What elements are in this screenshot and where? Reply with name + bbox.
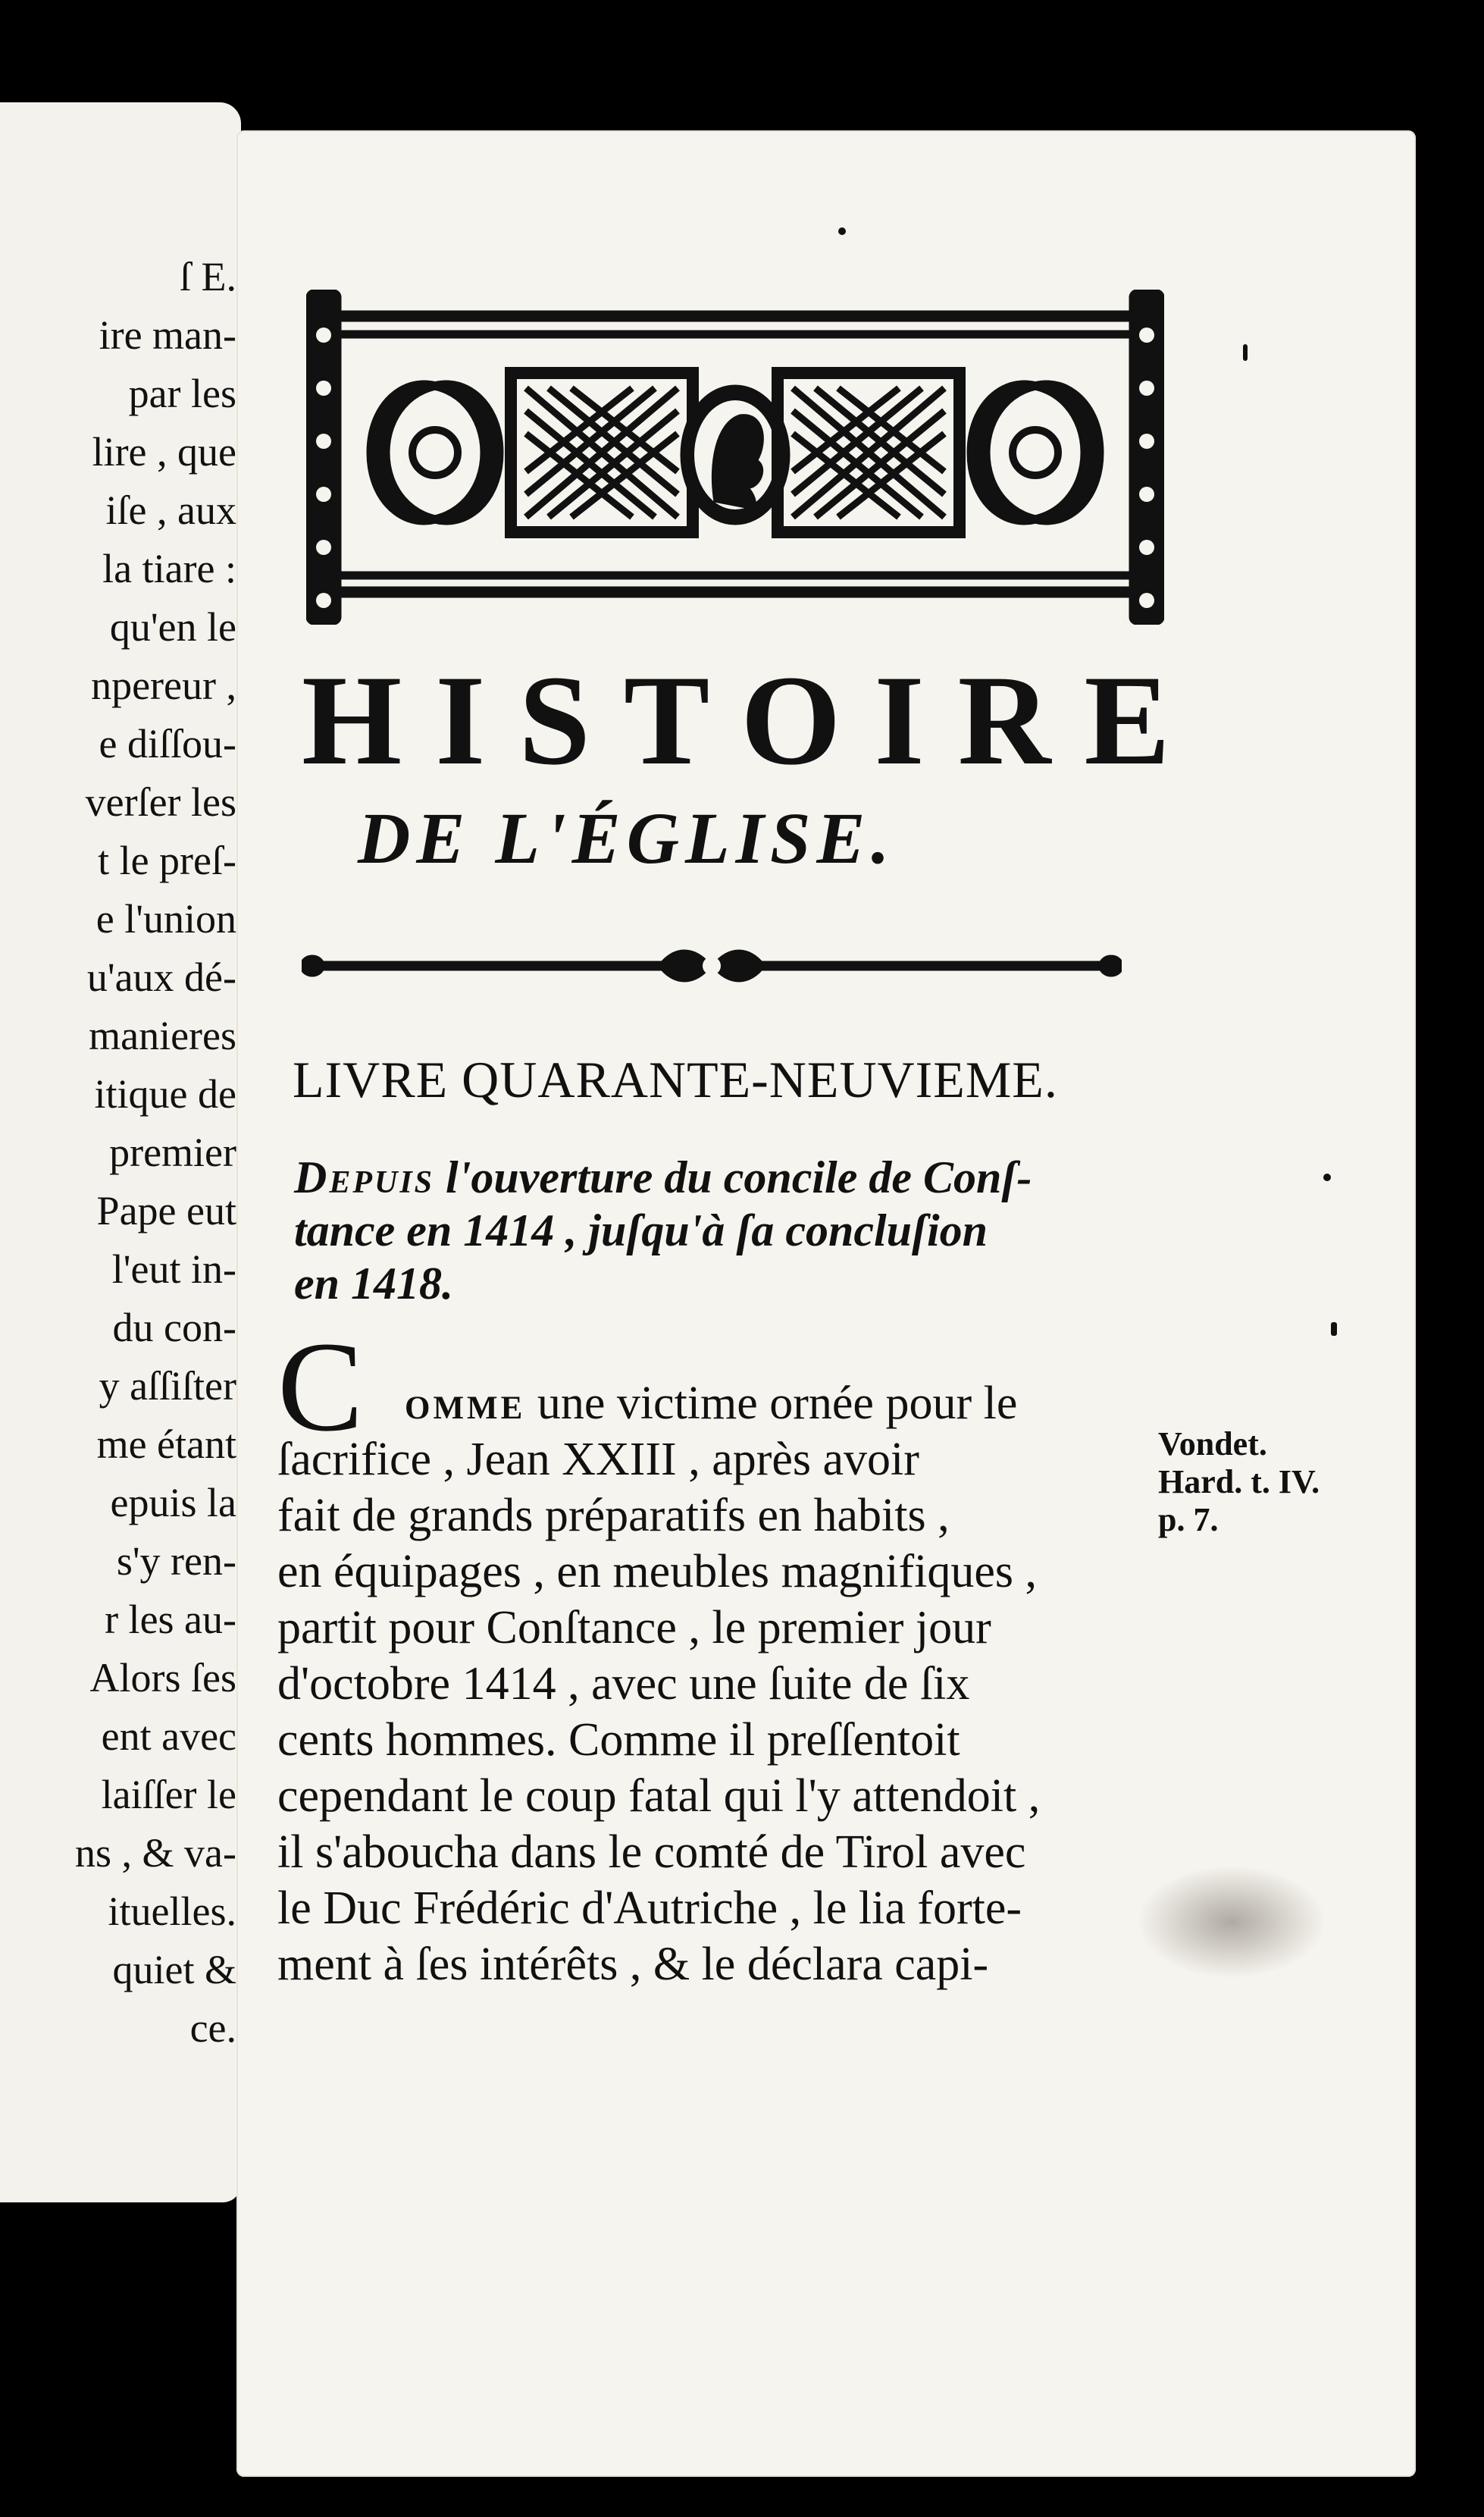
left-line: Pape eut (96, 1188, 236, 1233)
body-line: en équipages , en meubles magnifiques , (277, 1546, 1038, 1597)
body-line: il s'aboucha dans le comté de Tirol avec (277, 1826, 1026, 1878)
left-line: npereur , (91, 663, 236, 708)
left-line: t le preſ- (98, 838, 236, 883)
left-line: ent avec (101, 1713, 236, 1759)
left-line: epuis la (110, 1480, 236, 1525)
left-line: la tiare : (102, 546, 236, 591)
left-line: y aſſiſter (99, 1363, 236, 1409)
ornament-lattice-right (778, 373, 960, 532)
book-heading: LIVRE QUARANTE-NEUVIEME. (293, 1051, 1058, 1108)
left-line: u'aux dé- (86, 954, 236, 1000)
left-line: lire , que (92, 429, 236, 475)
margin-note-line: Hard. t. IV. (1158, 1463, 1320, 1500)
body-line: ſacrifice , Jean XXIII , après avoir (277, 1434, 919, 1485)
book-subtitle: DE L'ÉGLISE. (358, 798, 896, 879)
chapter-summary (294, 1151, 1151, 1310)
left-line: ſ E. (180, 254, 236, 299)
left-line: ituelles. (108, 1889, 236, 1934)
margin-note-line: p. 7. (1158, 1501, 1219, 1538)
left-line: qu'en le (109, 604, 236, 650)
ornament-medallion-left (367, 381, 503, 525)
paper-stain (1137, 1865, 1326, 1979)
body-line-text: une victime ornée pour le (525, 1378, 1018, 1429)
section-divider (302, 940, 1122, 993)
ornament-lattice-left (511, 373, 693, 532)
body-lead: omme (405, 1378, 526, 1429)
ink-speck (1331, 1322, 1337, 1336)
left-line: quiet & (112, 1947, 236, 1992)
summary-line: en 1418. (294, 1258, 453, 1309)
left-line: iſe , aux (105, 487, 236, 533)
left-line: ns , & va- (75, 1830, 236, 1876)
left-line: ce. (189, 2005, 236, 2051)
body-text (277, 1336, 1135, 1992)
summary-line: tance en 1414 , juſqu'à ſa concluſion (294, 1205, 988, 1255)
body-line: cependant le coup fatal qui l'y attendoit , (277, 1770, 1041, 1822)
left-line: l'eut in- (111, 1246, 236, 1292)
body-line: ment à ſes intérêts , & le déclara capi- (277, 1939, 989, 1990)
left-line: itique de (94, 1071, 236, 1117)
book-title: HISTOIRE (302, 649, 1204, 791)
left-line: du con- (112, 1305, 236, 1350)
ornament-rule-bottom (329, 587, 1140, 597)
left-line: laiſſer le (101, 1772, 236, 1817)
left-line: r les au- (105, 1597, 236, 1642)
body-line: cents hommes. Comme il preſſentoit (277, 1714, 960, 1766)
body-line: le Duc Frédéric d'Autriche , le lia forte- (277, 1882, 1022, 1934)
summary-line (294, 1151, 1151, 1204)
margin-note-line: Vondet. (1158, 1425, 1267, 1462)
left-line: verſer les (85, 779, 236, 825)
ornament-rule-top (329, 311, 1140, 321)
body-line (277, 1336, 1135, 1431)
ink-speck (1323, 1174, 1331, 1181)
left-line: s'y ren- (116, 1538, 236, 1584)
left-line: par les (128, 371, 236, 416)
left-line: manieres (89, 1013, 236, 1058)
body-line: fait de grands préparatifs en habits , (277, 1490, 950, 1541)
left-line: Alors ſes (89, 1655, 236, 1700)
left-line: premier (109, 1130, 236, 1175)
left-page (0, 102, 241, 2202)
margin-note (1158, 1425, 1355, 1539)
ink-speck (1243, 344, 1248, 361)
ornament-medallion-right (967, 381, 1104, 525)
left-line: e l'union (95, 896, 236, 942)
summary-line-text: l'ouverture du concile de Conſ- (434, 1152, 1032, 1202)
ornament-rule-bottom-inner (329, 572, 1140, 579)
drop-cap: C (277, 1315, 364, 1458)
left-line: ire man- (99, 312, 236, 358)
body-line: d'octobre 1414 , avec une ſuite de ſix (277, 1658, 970, 1710)
left-line: me étant (96, 1421, 236, 1467)
ornament-rule-top-inner (329, 331, 1140, 338)
summary-lead: Depuis (294, 1152, 435, 1202)
left-line: e diſſou- (99, 721, 236, 766)
head-ornament (306, 290, 1164, 625)
body-line: partit pour Conſtance , le premier jour (277, 1602, 991, 1653)
ink-speck (838, 227, 846, 235)
